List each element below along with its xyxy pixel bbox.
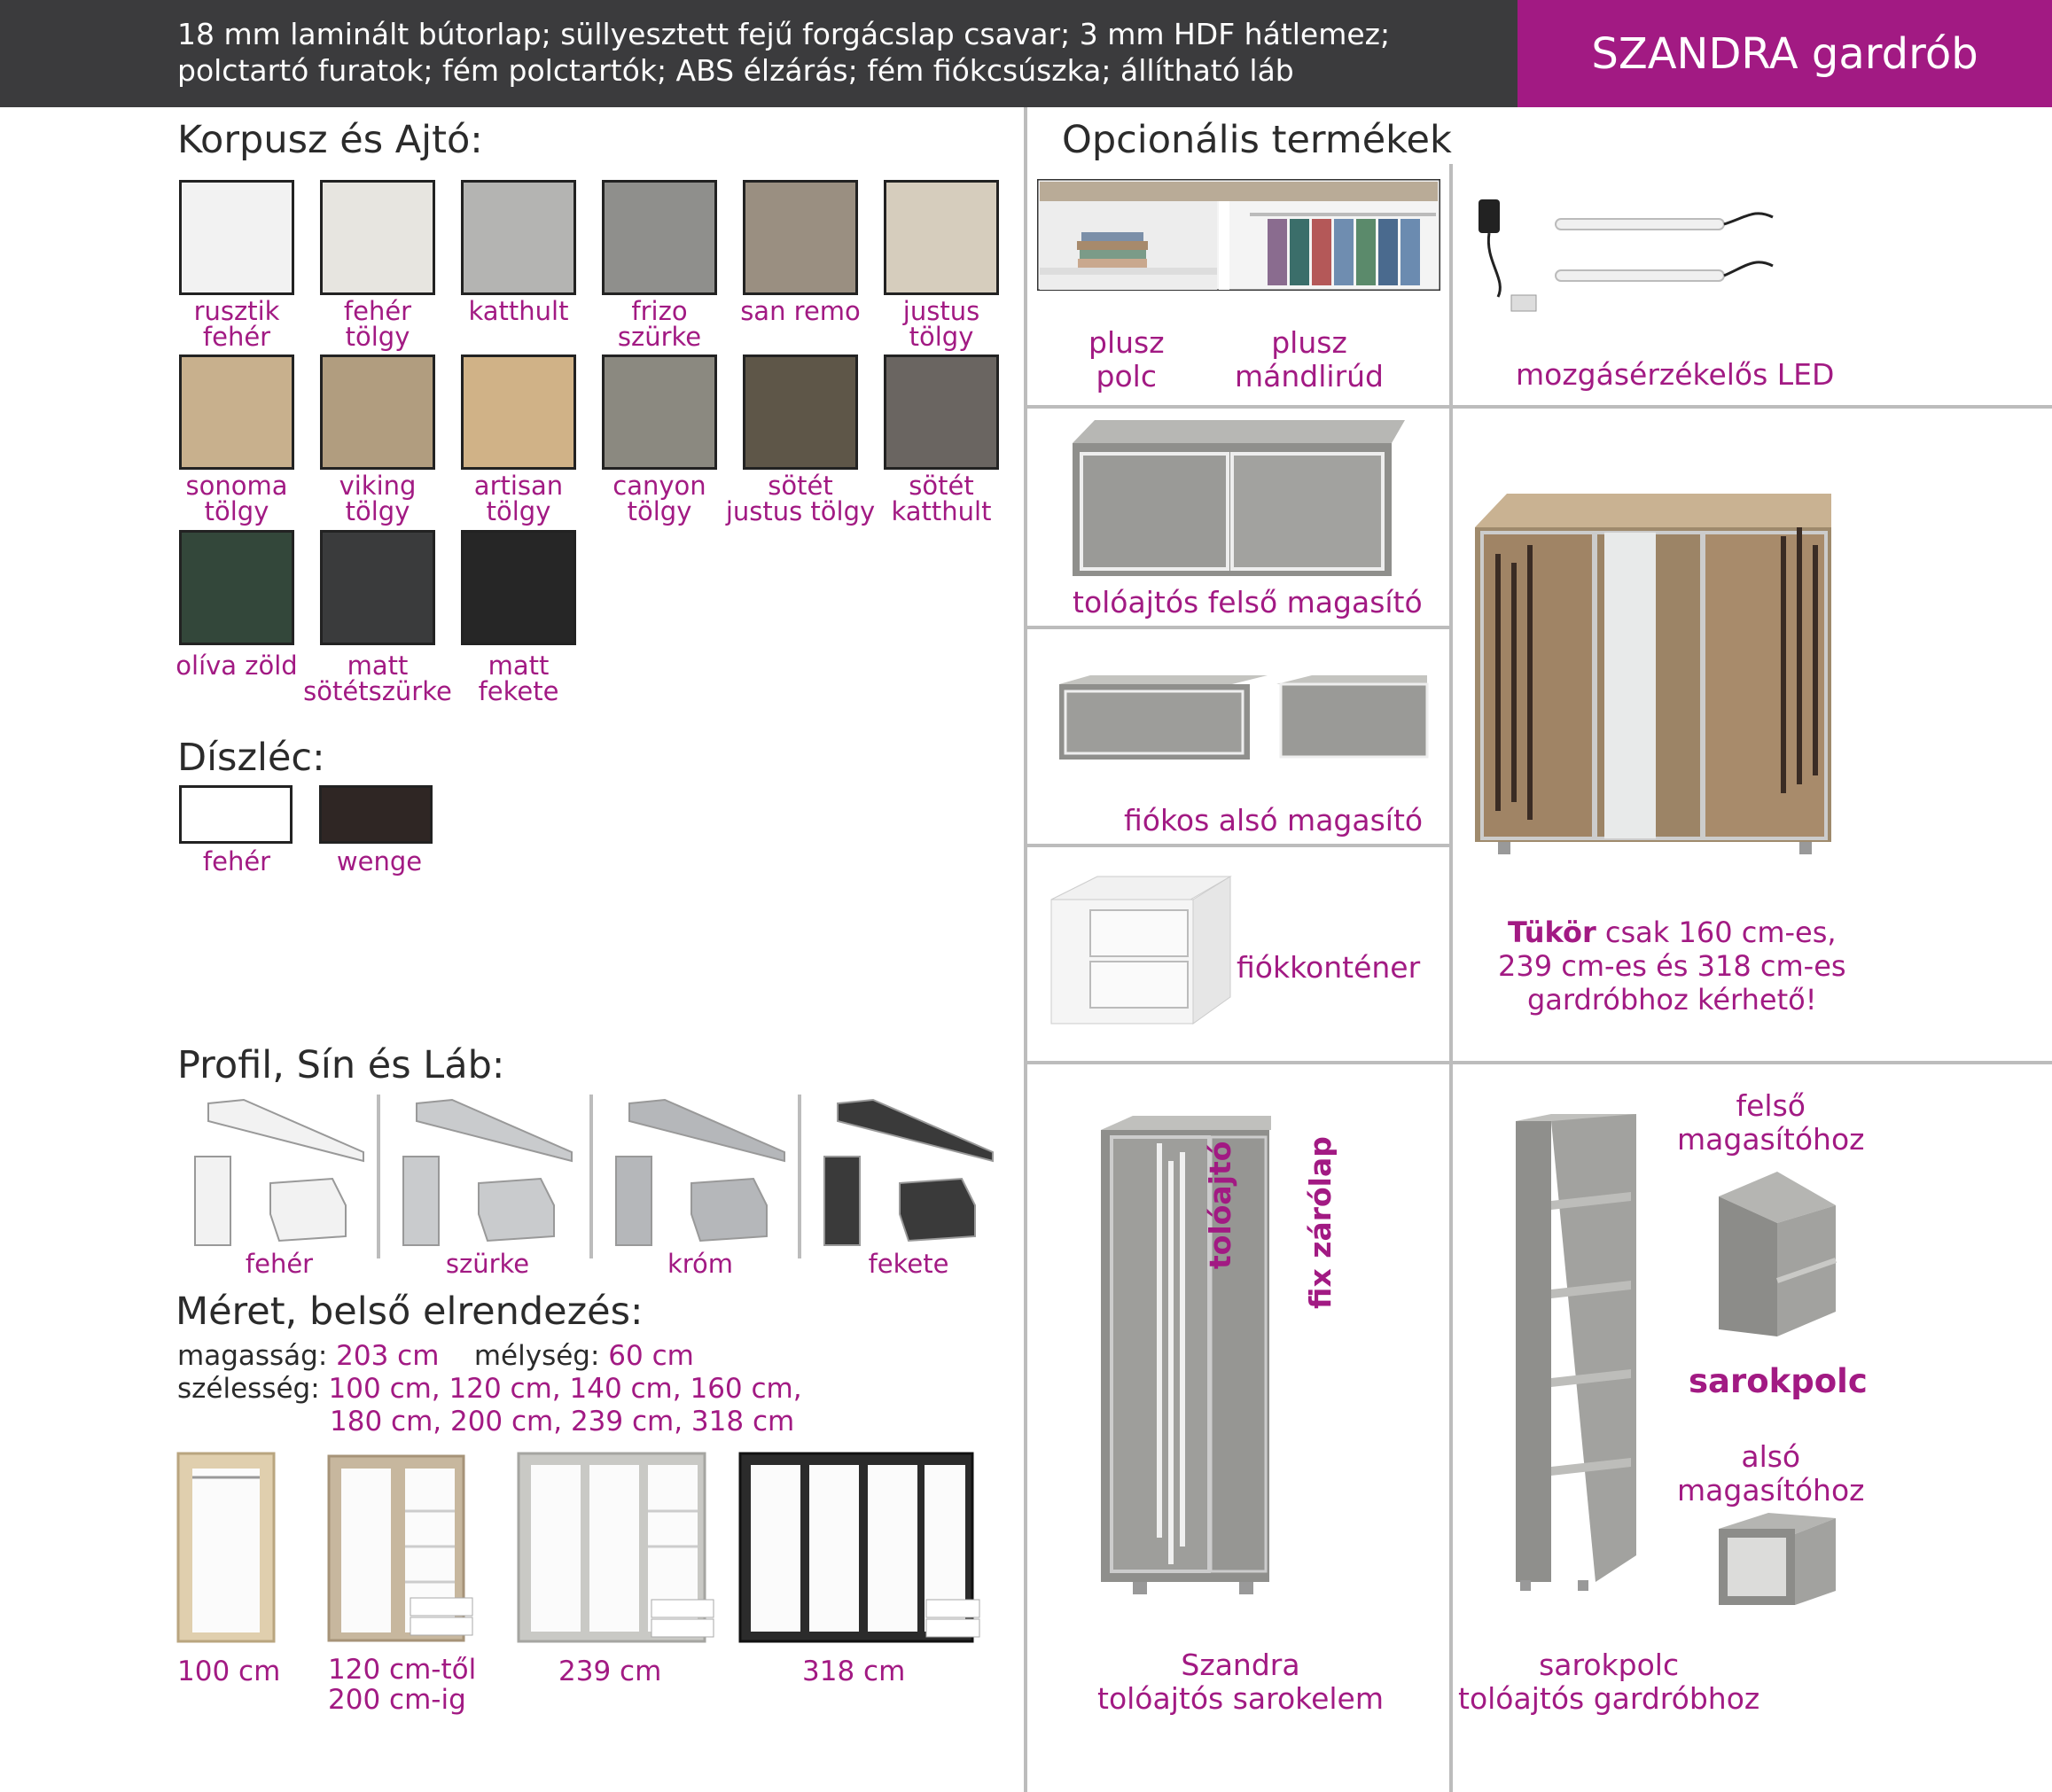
korpusz-swatch xyxy=(461,530,576,645)
profil-image xyxy=(820,1095,997,1254)
size-label-100: 100 cm xyxy=(177,1656,281,1687)
diszlec-swatch-white xyxy=(179,785,293,844)
product-title: SZANDRA gardrób xyxy=(1518,0,2052,107)
divider-vertical-main xyxy=(1024,107,1027,1792)
magassag-label: magasság: xyxy=(177,1340,328,1372)
corner-shelf-label: sarokpolc tolóajtós gardróbhoz xyxy=(1458,1648,1760,1716)
mirror-note: Tükör csak 160 cm-es, 239 cm-es és 318 cm-es gardróbhoz kérhető! xyxy=(1498,915,1846,1017)
meret-title: Méret, belső elrendezés: xyxy=(176,1289,644,1334)
profil-divider xyxy=(798,1095,801,1258)
korpusz-swatch-label: sötét justus tölgy xyxy=(725,471,876,526)
korpusz-swatch-label: rusztik fehér xyxy=(193,296,280,352)
led-label: mozgásérzékelős LED xyxy=(1516,357,1835,392)
szelesseg-label: szélesség: xyxy=(177,1373,320,1405)
korpusz-swatch-label: olíva zöld xyxy=(176,651,298,681)
lower-extension-label: alsó magasítóhoz xyxy=(1677,1439,1865,1508)
wardrobe-239 xyxy=(519,1453,714,1641)
header-features xyxy=(0,0,1518,107)
profil-label: króm xyxy=(667,1249,734,1279)
divider-h3 xyxy=(1026,844,1449,847)
profil-image xyxy=(191,1095,368,1254)
bottom-drawer-label: fiókos alsó magasító xyxy=(1124,803,1424,838)
size-label-318: 318 cm xyxy=(802,1656,906,1687)
korpusz-swatch xyxy=(179,180,294,295)
header-line-2: polctartó furatok; fém polctartók; ABS élzárás; fém fiókcsúszka; állítható láb xyxy=(177,53,1294,88)
upper-extension-label: felső magasítóhoz xyxy=(1677,1088,1865,1157)
divider-h2 xyxy=(1026,626,1449,629)
plusz-polc-label: plusz polc xyxy=(1088,325,1165,393)
size-label-120-200: 120 cm-től 200 cm-ig xyxy=(328,1654,477,1716)
magassag-value: 203 cm xyxy=(336,1340,440,1372)
korpusz-swatch-label: artisan tölgy xyxy=(473,471,564,526)
korpusz-swatch xyxy=(602,180,717,295)
top-extension-image xyxy=(1055,417,1409,585)
korpusz-swatch-label: matt sötétszürke xyxy=(303,651,452,706)
korpusz-swatch xyxy=(461,180,576,295)
drawer-container-image xyxy=(1044,873,1235,1032)
szelesseg-values-1: 100 cm, 120 cm, 140 cm, 160 cm, xyxy=(328,1373,802,1405)
lower-corner-shelf-image xyxy=(1715,1511,1839,1609)
korpusz-swatch xyxy=(179,530,294,645)
korpusz-swatch-label: sonoma tölgy xyxy=(185,471,288,526)
korpusz-swatch-label: matt fekete xyxy=(478,651,559,706)
korpusz-swatch-label: fehér tölgy xyxy=(343,296,412,352)
korpusz-swatch xyxy=(743,355,858,470)
korpusz-swatch-label: frizo szürke xyxy=(617,296,702,352)
korpusz-swatch-label: katthult xyxy=(468,296,569,326)
led-image xyxy=(1471,182,1826,323)
meret-specs xyxy=(177,1340,802,1438)
divider-h4 xyxy=(1026,1061,2052,1064)
korpusz-swatch-label: justus tölgy xyxy=(902,296,980,352)
optional-title: Opcionális termékek xyxy=(1062,118,1452,162)
korpusz-swatch-label: canyon tölgy xyxy=(612,471,706,526)
corner-element-label: Szandra tolóajtós sarokelem xyxy=(1097,1648,1384,1716)
divider-h1 xyxy=(1026,405,2052,409)
top-extension-label: tolóajtós felső magasító xyxy=(1073,585,1423,619)
korpusz-title: Korpusz és Ajtó: xyxy=(177,118,483,162)
bottom-drawer-image xyxy=(1055,675,1436,773)
sarokpolc-title: sarokpolc xyxy=(1689,1362,1868,1400)
korpusz-swatch xyxy=(884,180,999,295)
toloajto-vertical-label: tolóajtó xyxy=(1203,1141,1237,1269)
diszlec-label-white: fehér xyxy=(202,846,271,877)
korpusz-swatch xyxy=(461,355,576,470)
mirror-note-bold: Tükör xyxy=(1507,915,1596,949)
korpusz-swatch-label: san remo xyxy=(740,296,861,326)
header-line-1: 18 mm laminált bútorlap; süllyesztett fejű forgácslap csavar; 3 mm HDF hátlemez; xyxy=(177,17,1391,51)
melyseg-value: 60 cm xyxy=(608,1340,694,1372)
fix-zarolap-vertical-label: fix zárólap xyxy=(1303,1136,1338,1309)
korpusz-swatch xyxy=(320,180,435,295)
korpusz-swatch xyxy=(179,355,294,470)
shelf-rail-image xyxy=(1037,179,1440,291)
corner-shelf-image xyxy=(1507,1112,1640,1609)
wardrobe-318 xyxy=(740,1453,979,1641)
korpusz-swatch xyxy=(884,355,999,470)
wardrobe-100 xyxy=(178,1453,274,1641)
korpusz-swatch-label: sötét katthult xyxy=(891,471,992,526)
korpusz-swatch xyxy=(743,180,858,295)
drawer-container-label: fiókkonténer xyxy=(1237,950,1421,985)
melyseg-label: mélység: xyxy=(473,1340,600,1372)
korpusz-swatch xyxy=(320,355,435,470)
szelesseg-values-2: 180 cm, 200 cm, 239 cm, 318 cm xyxy=(330,1406,795,1437)
profil-label: szürke xyxy=(445,1249,530,1279)
plusz-mandlirud-label: plusz mándlirúd xyxy=(1235,325,1384,393)
profil-label: fekete xyxy=(868,1249,949,1279)
profil-divider xyxy=(589,1095,593,1258)
mirror-wardrobe-image xyxy=(1471,492,1844,864)
diszlec-label-wenge: wenge xyxy=(336,846,423,877)
profil-divider xyxy=(377,1095,380,1258)
korpusz-swatch xyxy=(320,530,435,645)
korpusz-swatch-label: viking tölgy xyxy=(339,471,417,526)
diszlec-swatch-wenge xyxy=(319,785,433,844)
size-label-239: 239 cm xyxy=(558,1656,662,1687)
upper-corner-shelf-image xyxy=(1715,1170,1839,1338)
wardrobe-120-200 xyxy=(329,1456,472,1640)
profil-image xyxy=(399,1095,576,1254)
profil-image xyxy=(612,1095,789,1254)
profil-title: Profil, Sín és Láb: xyxy=(177,1043,505,1087)
diszlec-title: Díszléc: xyxy=(177,736,325,780)
size-wardrobes xyxy=(173,1449,997,1644)
korpusz-swatch xyxy=(602,355,717,470)
profil-label: fehér xyxy=(245,1249,314,1279)
